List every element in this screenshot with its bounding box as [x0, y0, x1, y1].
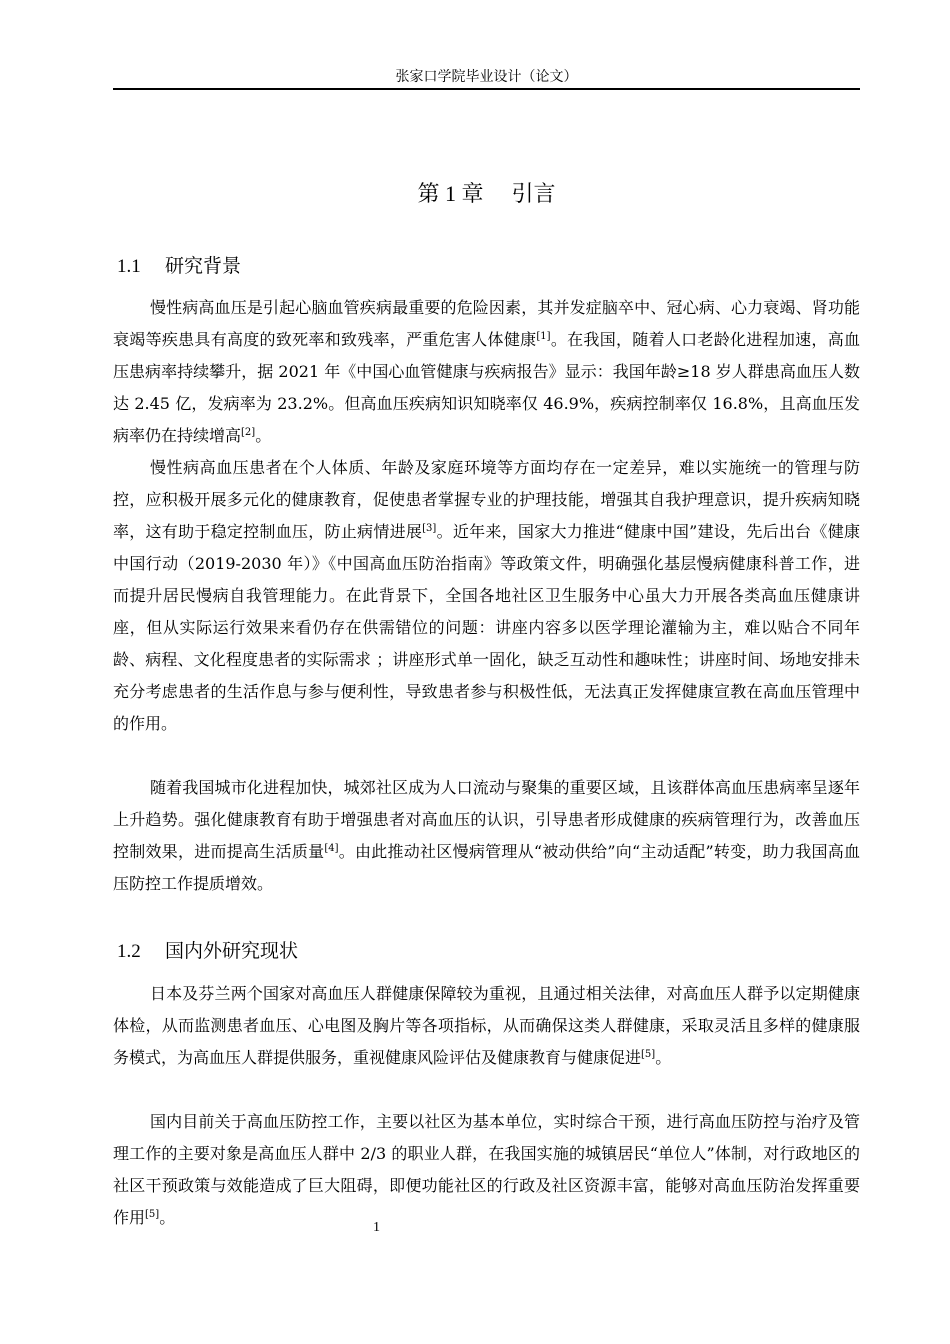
chapter-title: 引言 — [511, 182, 556, 207]
citation: [4] — [324, 843, 339, 854]
section-heading-1-2 — [117, 938, 298, 965]
citation: [3] — [422, 523, 437, 534]
citation: [2] — [241, 427, 256, 438]
section-number: 1.2 — [117, 941, 141, 962]
section-title: 研究背景 — [165, 255, 242, 277]
page-number: 1 — [373, 1220, 380, 1235]
citation: [1] — [536, 331, 551, 342]
section-heading-1-1 — [117, 253, 241, 280]
paragraph: 慢性病高血压患者在个人体质、年龄及家庭环境等方面均存在一定差异，难以实施统一的管理与防控，应积极开展多元化的健康教育，促使患者掌握专业的护理技能，增强其自我护理意识，提升疾病知晓率，这有助于稳定控制血压，防止病情进展[3]。近年来，国家大力推进“健康中国”建设，先后出台《健康中国行动（2019-2030 年）》《中国高血压防治指南》等政策文件，明确强化基层慢病健康科普工作，进而提升居民慢病自我管理能力。在此背景下，全国各地社区卫生服务中心虽大力开展各类高血压健康讲座，但从实际运行效果来看仍存在供需错位的问题：讲座内容多以医学理论灌输为主，难以贴合不同年龄、病程、文化程度患者的实际需求 ；讲座形式单一固化，缺乏互动性和趣味性；讲座时间、场地安排未充分考虑患者的生活作息与参与便利性，导致患者参与积极性低，无法真正发挥健康宣教在高血压管理中的作用。 — [113, 458, 860, 733]
citation: [5] — [641, 1049, 656, 1060]
header-rule — [113, 88, 860, 90]
paragraph: 日本及芬兰两个国家对高血压人群健康保障较为重视，且通过相关法律，对高血压人群予以定期健康体检，从而监测患者血压、心电图及胸片等各项指标，从而确保这类人群健康，采取灵活且多样的健康服务模式，为高血压人群提供服务，重视健康风险评估及健康教育与健康促进[5]。 — [113, 984, 860, 1067]
paragraph: 国内目前关于高血压防控工作，主要以社区为基本单位，实时综合干预，进行高血压防控与治疗及管理工作的主要对象是高血压人群中 2/3 的职业人群，在我国实施的城镇居民“单位人”体制，对行政地区的社区干预政策与效能造成了巨大阻碍，即便功能社区的行政及社区资源丰富，能够对高血压防治发挥重要作用[5]。 — [113, 1112, 860, 1227]
page-header: 张家口学院毕业设计（论文） — [395, 69, 578, 85]
section-number: 1.1 — [117, 256, 141, 277]
citation: [5] — [145, 1209, 160, 1220]
chapter-heading — [113, 178, 860, 211]
section-title: 国内外研究现状 — [165, 940, 299, 962]
chapter-number: 第 1 章 — [417, 181, 484, 206]
paragraph: 随着我国城市化进程加快，城郊社区成为人口流动与聚集的重要区域，且该群体高血压患病率呈逐年上升趋势。强化健康教育有助于增强患者对高血压的认识，引导患者形成健康的疾病管理行为，改善血压控制效果，进而提高生活质量[4]。由此推动社区慢病管理从“被动供给”向“主动适配”转变，助力我国高血压防控工作提质增效。 — [113, 778, 860, 893]
paragraph: 慢性病高血压是引起心脑血管疾病最重要的危险因素，其并发症脑卒中、冠心病、心力衰竭、肾功能衰竭等疾患具有高度的致死率和致残率，严重危害人体健康[1]。在我国，随着人口老龄化进程加速，高血压患病率持续攀升，据 2021 年《中国心血管健康与疾病报告》显示：我国年龄≥18 岁人群患高血压人数达 2.45 亿，发病率为 23.2%。但高血压疾病知识知晓率仅 46.9%，疾病控制率仅 16.8%，且高血压发病率仍在持续增高[2]。 — [113, 298, 860, 445]
